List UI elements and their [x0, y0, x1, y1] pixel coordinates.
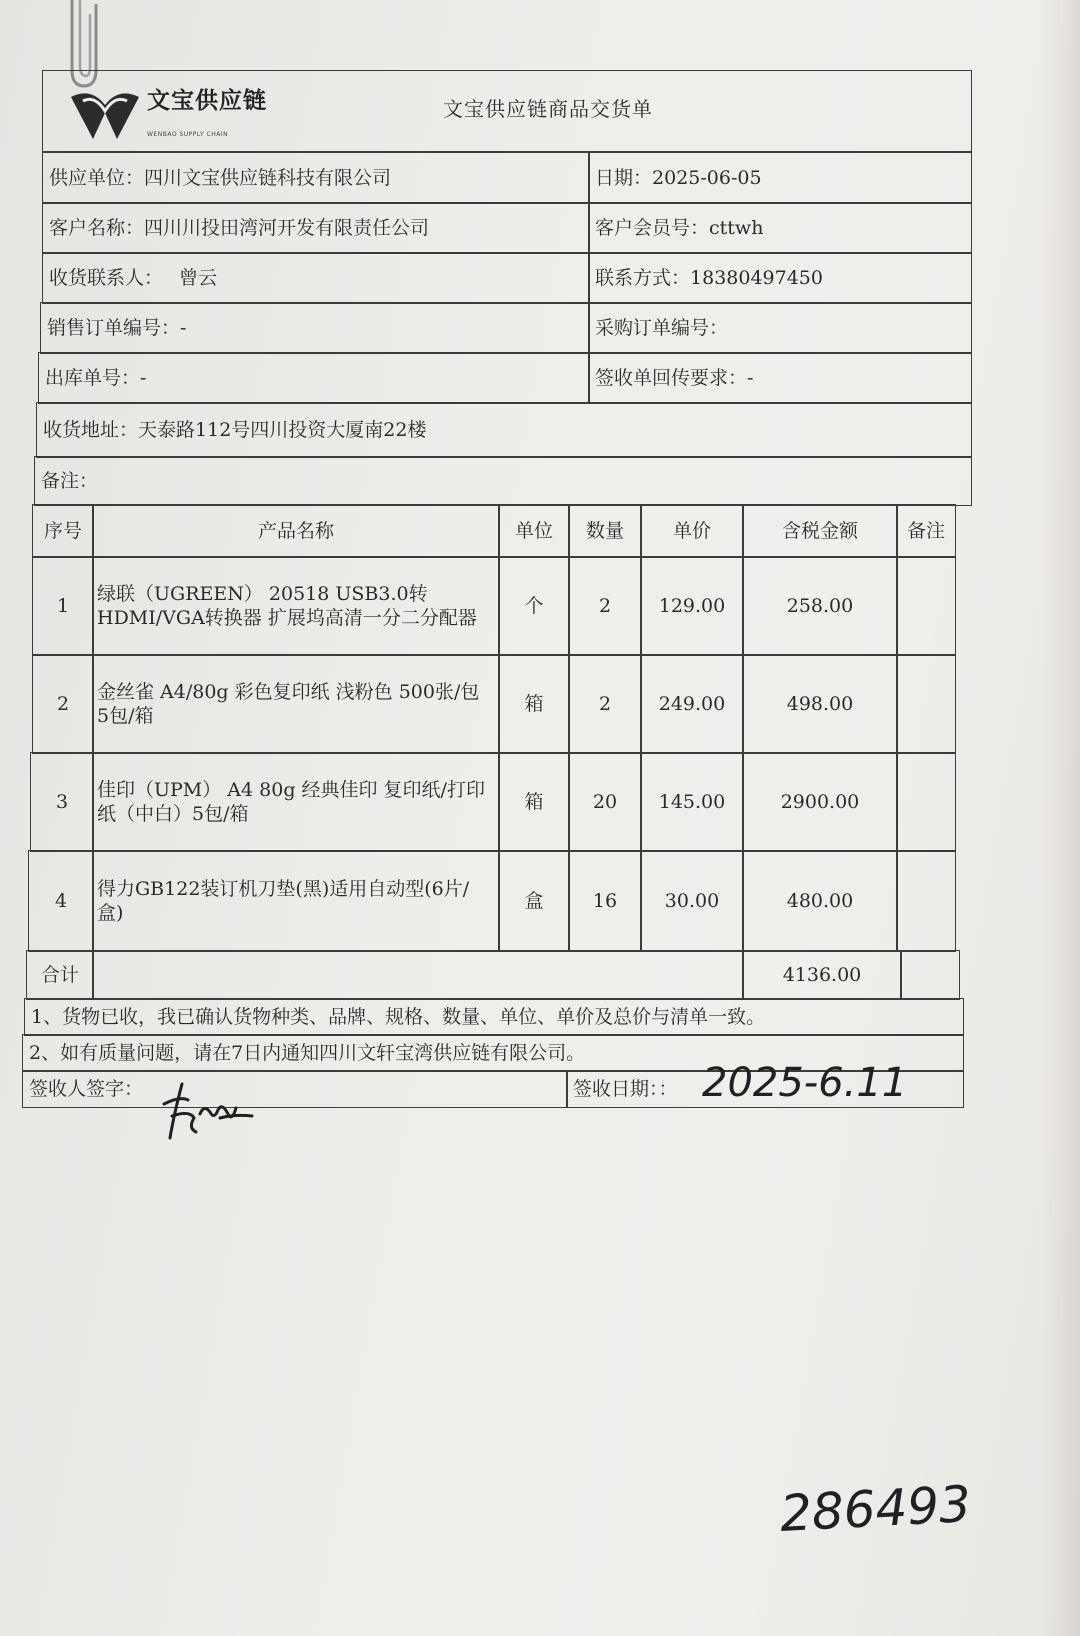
company-logo	[69, 83, 267, 143]
customer-label: 客户名称：	[49, 217, 145, 239]
address-value: 天泰路112号四川投资大厦南22楼	[138, 419, 427, 441]
total-value: 4136.00	[742, 950, 902, 1000]
purchase-order-cell	[588, 302, 972, 354]
sign-date-label: 签收日期：：	[573, 1078, 678, 1100]
row-1-unit: 个	[498, 556, 570, 656]
col-header-no: 序号	[32, 504, 94, 558]
handwritten-sign-date: 2025-6.11	[702, 1060, 908, 1106]
contact-cell	[42, 252, 590, 304]
row-3-note	[896, 752, 956, 852]
row-4-name: 得力GB122装订机刀垫(黑)适用自动型(6片/盒)	[92, 850, 500, 952]
row-2-unit: 箱	[498, 654, 570, 754]
row-4-qty: 16	[568, 850, 642, 952]
customer-value: 四川川投田湾河开发有限责任公司	[144, 217, 430, 239]
row-1-price: 129.00	[640, 556, 744, 656]
row-1-no: 1	[32, 556, 94, 656]
purchase-order-label: 采购订单编号：	[595, 317, 729, 339]
supplier-label: 供应单位：	[49, 167, 145, 189]
handwritten-signature-icon	[160, 1074, 270, 1144]
col-header-name: 产品名称	[92, 504, 500, 558]
member-label: 客户会员号：	[595, 217, 710, 239]
row-4-amount: 480.00	[742, 850, 898, 952]
logo-mark-icon	[69, 83, 141, 141]
document-title: 文宝供应链商品交货单	[443, 97, 653, 121]
row-1-note	[896, 556, 956, 656]
total-label: 合计	[26, 950, 94, 1000]
row-4-unit: 盒	[498, 850, 570, 952]
remarks-label: 备注：	[41, 470, 99, 492]
quality-issue-note: 2、如有质量问题，请在7日内通知四川文轩宝湾供应链有限公司。	[22, 1034, 964, 1072]
row-2-amount: 498.00	[742, 654, 898, 754]
row-4-no: 4	[28, 850, 94, 952]
receipt-return-label: 签收单回传要求：	[595, 367, 748, 389]
total-note	[900, 950, 960, 1000]
sales-order-label: 销售订单编号：	[47, 317, 181, 339]
contact-label: 收货联系人：	[49, 267, 164, 289]
delivery-form	[22, 70, 1005, 1165]
row-1-amount: 258.00	[742, 556, 898, 656]
sales-order-cell	[40, 302, 590, 354]
total-spacer	[92, 950, 744, 1000]
col-header-qty: 数量	[568, 504, 642, 558]
row-3-unit: 箱	[498, 752, 570, 852]
col-header-price: 单价	[640, 504, 744, 558]
date-value: 2025-06-05	[652, 167, 762, 189]
header-row	[42, 70, 972, 152]
handwritten-number: 286493	[778, 1475, 973, 1543]
receipt-confirmation-note: 1、货物已收，我已确认货物种类、品牌、规格、数量、单位、单价及总价与清单一致。	[24, 998, 964, 1036]
row-2-note	[896, 654, 956, 754]
contact-value: 曾云	[179, 267, 218, 289]
outbound-cell	[38, 352, 590, 404]
col-header-note: 备注	[896, 504, 956, 558]
col-header-unit: 单位	[498, 504, 570, 558]
row-4-note	[896, 850, 956, 952]
sales-order-value: -	[180, 317, 187, 339]
signer-cell	[22, 1070, 568, 1108]
row-1-qty: 2	[568, 556, 642, 656]
phone-cell	[588, 252, 972, 304]
member-cell	[588, 202, 972, 254]
member-value: cttwh	[709, 217, 764, 239]
supplier-cell	[42, 152, 590, 204]
remarks-cell	[34, 456, 972, 506]
row-4-price: 30.00	[640, 850, 744, 952]
row-3-amount: 2900.00	[742, 752, 898, 852]
row-2-price: 249.00	[640, 654, 744, 754]
signer-label: 签收人签字：	[29, 1078, 144, 1100]
supplier-value: 四川文宝供应链科技有限公司	[144, 167, 392, 189]
outbound-label: 出库单号：	[45, 367, 141, 389]
customer-cell	[42, 202, 590, 254]
logo-text: 文宝供应链	[147, 88, 267, 114]
outbound-value: -	[140, 367, 147, 389]
address-label: 收货地址：	[43, 419, 139, 441]
row-3-price: 145.00	[640, 752, 744, 852]
row-2-no: 2	[32, 654, 94, 754]
phone-value: 18380497450	[690, 267, 823, 289]
phone-label: 联系方式：	[595, 267, 691, 289]
row-3-qty: 20	[568, 752, 642, 852]
date-cell	[588, 152, 972, 204]
row-3-no: 3	[30, 752, 94, 852]
receipt-return-value: -	[747, 367, 754, 389]
row-3-name: 佳印（UPM） A4 80g 经典佳印 复印纸/打印纸（中白）5包/箱	[92, 752, 500, 852]
col-header-amount: 含税金额	[742, 504, 898, 558]
logo-subtitle: WENBAO SUPPLY CHAIN	[147, 131, 229, 138]
address-cell	[36, 402, 972, 458]
row-2-qty: 2	[568, 654, 642, 754]
row-2-name: 金丝雀 A4/80g 彩色复印纸 浅粉色 500张/包 5包/箱	[92, 654, 500, 754]
row-1-name: 绿联（UGREEN） 20518 USB3.0转HDMI/VGA转换器 扩展坞高清一分二分配器	[92, 556, 500, 656]
paper-shadow	[1040, 0, 1080, 1636]
date-label: 日期：	[595, 167, 653, 189]
receipt-return-cell	[588, 352, 972, 404]
